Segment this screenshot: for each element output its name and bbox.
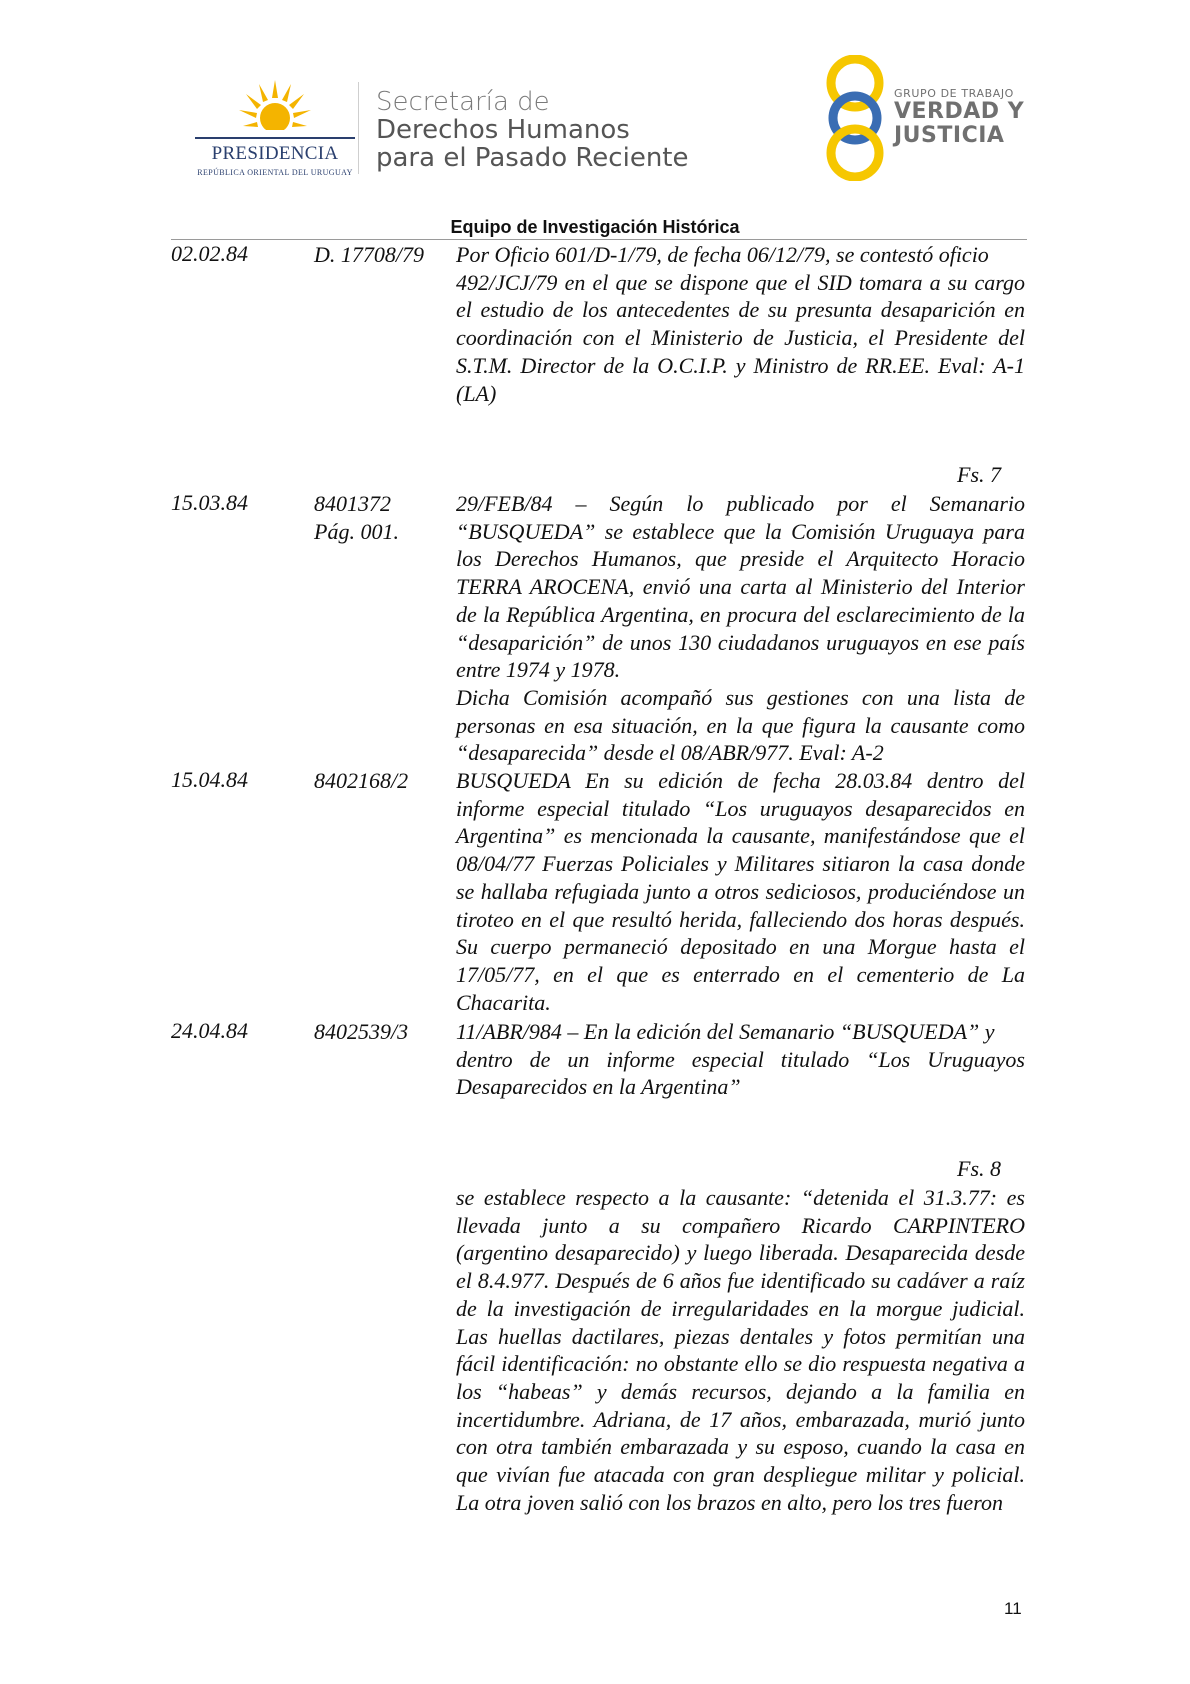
entry-paragraph: 11/ABR/984 – En la edición del Semanario “BUSQUEDA” y [456,1019,995,1044]
continuation-text [456,1184,1025,1516]
presidencia-subtitle: REPÚBLICA ORIENTAL DEL URUGUAY [197,168,353,177]
folio-marker: Fs. 8 [957,1156,1001,1181]
entry-reference-line: 8402168/2 [314,768,409,793]
continuation-paragraph: se establece respecto a la causante: “detenida el 31.3.77: es llevada junto a su compañero Ricardo CARPINTERO (argentino desaparecido) y luego liberada. Desaparecida desde el 8.4.977. Después de 6 años fue identificado su cadáver a raíz de la investigación de irregularidades en la morgue judicial. Las huellas dactilares, piezas dentales y fotos permitían una fácil identificación: no obstante ello se dio respuesta negativa a los “habeas” y demás recursos, dejando a la familia en incertidumbre. Adriana, de 17 años, embarazada, murió junto con otra también embarazada y su esposo, cuando la casa en que vivían fue atacada con gran despliegue militar y policial. La otra joven salió con los brazos en alto, pero los tres fueron [456,1185,1025,1515]
verdad-justicia-logo [822,55,1052,185]
entry-reference [314,241,424,269]
secretaria-line-3: para el Pasado Reciente [376,143,689,173]
entry-reference [314,767,408,795]
entry-date: 24.04.84 [171,1018,248,1043]
page-number: 11 [1004,1599,1022,1618]
entry-date: 15.03.84 [171,490,248,515]
team-heading: Equipo de Investigación Histórica [450,217,740,237]
entry-paragraph: BUSQUEDA En su edición de fecha 28.03.84 dentro del informe especial titulado “Los uruguayos desaparecidos en Argentina” es mencionada la causante, manifestándose que el 08/04/77 Fuerzas Policiales y Militares sitiaron la casa donde se hallaba refugiada junto a otros sediciosos, produciéndose un tiroteo en el que resultó herida, falleciendo dos horas después. Su cuerpo permaneció depositado en una Morgue hasta el 17/05/77, en el que es enterrado en el cementerio de La Chacarita. [456,768,1025,1015]
secretaria-line-1: Secretaría de [376,87,550,117]
logo-divider [358,82,359,174]
folio-marker: Fs. 7 [957,462,1001,487]
entry-paragraph: Dicha Comisión acompañó sus gestiones con una lista de personas en esa situación, en la que figura la causante como “desaparecida” desde el 08/ABR/977. Eval: A-2 [456,684,1025,766]
entry-paragraph: 29/FEB/84 – Según lo publicado por el Semanario “BUSQUEDA” se establece que la Comisión Uruguaya para los Derechos Humanos, que preside el Arquitecto Horacio TERRA AROCENA, envió una carta al Ministerio del Interior de la República Argentina, en procura del esclarecimiento de la “desaparición” de unos 130 ciudadanos uruguayos en ese país entre 1974 y 1978. [456,491,1025,683]
grupo-line-2: VERDAD Y [894,99,1025,124]
header-rule [171,239,1027,240]
entry-date: 02.02.84 [171,241,248,266]
entry-date: 15.04.84 [171,767,248,792]
page-header [0,0,1190,240]
entry-reference-line: 8401372 [314,491,391,516]
entry-reference [314,490,399,546]
secretaria-line-2: Derechos Humanos [376,115,630,145]
sun-icon [237,78,313,136]
entry-text [456,241,1025,407]
entry-reference-line: D. 17708/79 [314,242,424,267]
secretaria-logo-text [376,88,688,172]
presidencia-title: PRESIDENCIA [211,143,339,164]
entry-text [456,490,1025,767]
entry-reference-line: Pág. 001. [314,519,399,544]
entry-text [456,767,1025,1016]
entry-text [456,1018,1025,1101]
grupo-line-3: JUSTICIA [894,123,1005,148]
rings-icon [822,55,888,181]
grupo-line-1: GRUPO DE TRABAJO [894,87,1014,100]
entry-paragraph: 492/JCJ/79 en el que se dispone que el SID tomara a su cargo el estudio de los antecedentes de su presunta desaparición en coordinación con el Ministerio de Justicia, el Presidente del S.T.M. Director de la O.C.I.P. y Ministro de RR.EE. Eval: A-1 (LA) [456,269,1025,406]
presidencia-logo [195,78,355,178]
grupo-text [894,87,1024,148]
entry-reference [314,1018,408,1046]
entry-paragraph: dentro de un informe especial titulado “Los Uruguayos Desaparecidos en la Argentina” [456,1046,1025,1100]
entry-paragraph: Por Oficio 601/D-1/79, de fecha 06/12/79, se contestó oficio [456,242,989,267]
presidencia-rule [195,137,355,139]
entry-reference-line: 8402539/3 [314,1019,409,1044]
